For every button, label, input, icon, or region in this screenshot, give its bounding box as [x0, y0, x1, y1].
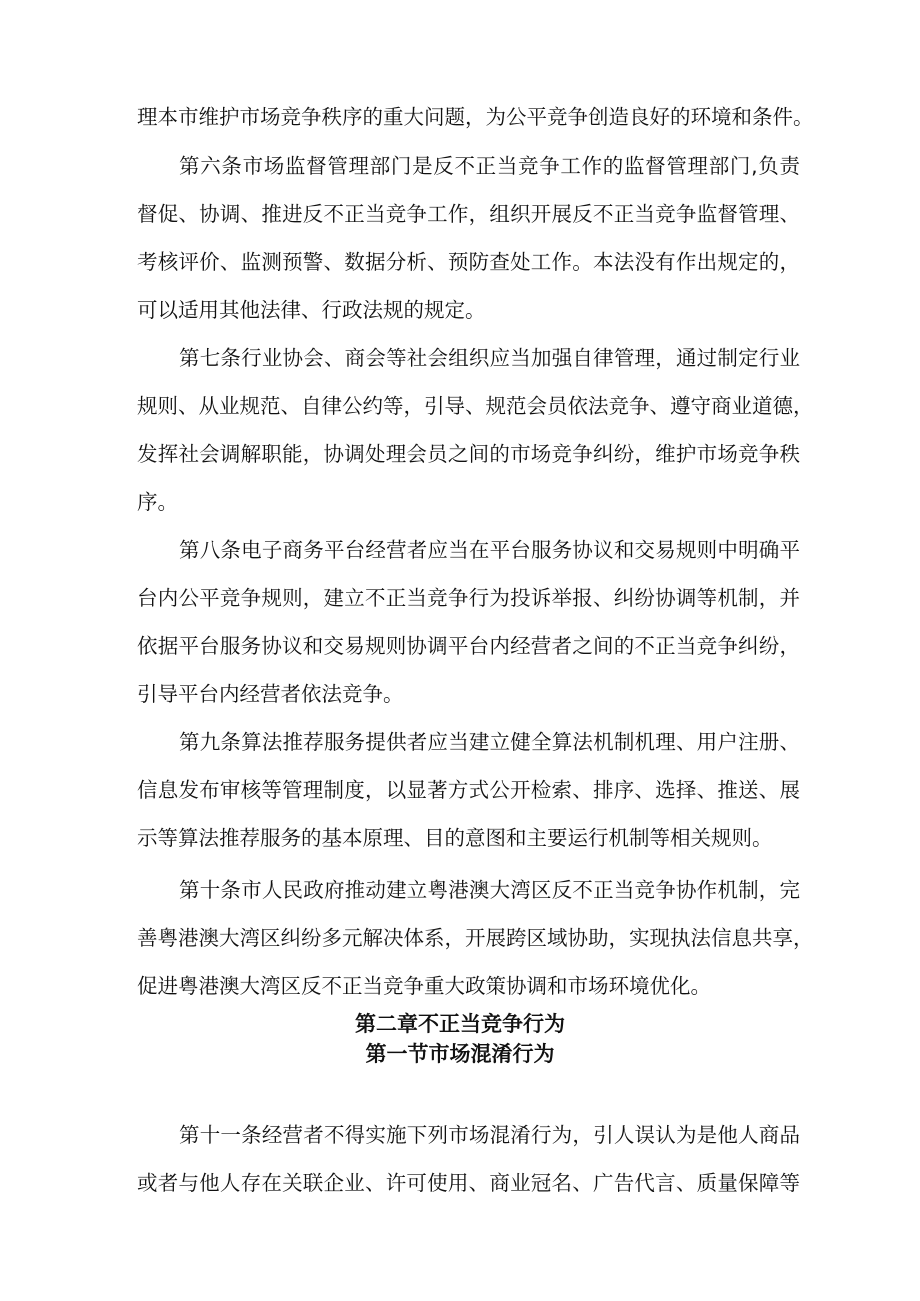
text-line: 第十一条经营者不得实施下列市场混淆行为，引人误认为是他人商品 — [179, 1123, 800, 1147]
text-line: 第九条算法推荐服务提供者应当建立健全算法机制机理、用户注册、 — [179, 730, 800, 754]
text-line: 善粤港澳大湾区纠纷多元解决体系，开展跨区域协助，实现执法信息共享， — [137, 926, 814, 950]
text-line: 示等算法推荐服务的基本原理、目的意图和主要运行机制等相关规则。 — [137, 826, 773, 850]
text-line: 信息发布审核等管理制度，以显著方式公开检索、排序、选择、推送、展 — [137, 778, 800, 802]
text-line: 或者与他人存在关联企业、许可使用、商业冠名、广告代言、质量保障等 — [137, 1171, 800, 1195]
paragraph-continuation — [137, 93, 814, 141]
text-line: 可以适用其他法律、行政法规的规定。 — [137, 298, 486, 322]
text-line: 依据平台服务协议和交易规则协调平台内经营者之间的不正当竞争纠纷， — [137, 634, 800, 658]
chapter-title: 第二章不正当竞争行为 — [355, 1012, 565, 1036]
text-line: 理本市维护市场竞争秩序的重大问题，为公平竞争创造良好的环境和条件。 — [137, 105, 814, 129]
text-line: 第七条行业协会、商会等社会组织应当加强自律管理，通过制定行业 — [179, 346, 800, 370]
paragraph-article-11 — [137, 1111, 800, 1207]
paragraph-article-10 — [137, 866, 814, 1010]
section-title: 第一节市场混淆行为 — [365, 1042, 555, 1066]
text-line: 第六条市场监督管理部门是反不正当竞争工作的监督管理部门,负责 — [179, 154, 800, 178]
paragraph-article-8 — [137, 526, 800, 718]
paragraph-article-9 — [137, 718, 800, 862]
text-line: 台内公平竞争规则，建立不正当竞争行为投诉举报、纠纷协调等机制，并 — [137, 586, 800, 610]
text-line: 发挥社会调解职能，协调处理会员之间的市场竞争纠纷，维护市场竞争秩 — [137, 442, 800, 466]
text-line: 促进粤港澳大湾区反不正当竞争重大政策协调和市场环境优化。 — [137, 974, 711, 998]
text-line: 第十条市人民政府推动建立粤港澳大湾区反不正当竞争协作机制，完 — [179, 878, 800, 902]
text-line: 考核评价、监测预警、数据分析、预防查处工作。本法没有作出规定的， — [137, 250, 800, 274]
paragraph-article-7 — [137, 334, 814, 526]
paragraph-article-6 — [137, 142, 800, 334]
text-line: 规则、从业规范、自律公约等，引导、规范会员依法竞争、遵守商业道德， — [137, 394, 814, 418]
text-line: 第八条电子商务平台经营者应当在平台服务协议和交易规则中明确平 — [179, 538, 800, 562]
text-line: 督促、协调、推进反不正当竞争工作，组织开展反不正当竞争监督管理、 — [137, 202, 800, 226]
text-line: 序。 — [137, 490, 178, 514]
text-line: 引导平台内经营者依法竞争。 — [137, 682, 404, 706]
